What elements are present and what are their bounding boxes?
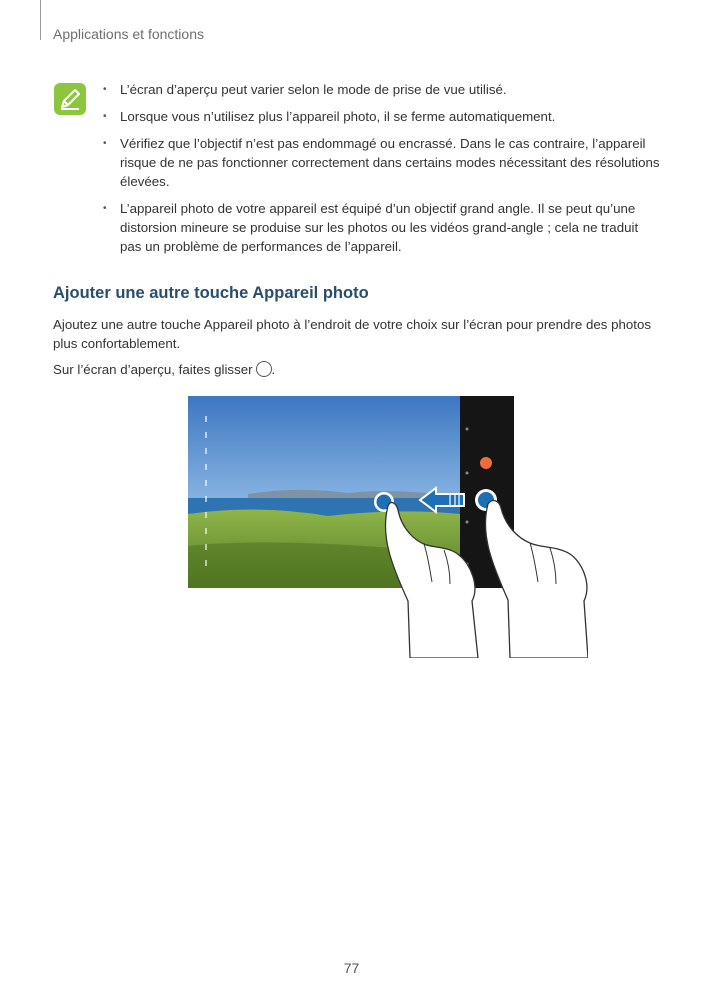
note-bullet-4: • L’appareil photo de votre appareil est équipé d’un objectif grand angle. Il se peut qu’une distorsion mineure se produise sur les photos ou les vidéos grand-angle ; cela ne traduit pas un problème de performances de l’appareil. (100, 199, 660, 256)
note-bullet-2: • Lorsque vous n’utilisez plus l’appareil photo, il se ferme automatiquement. (100, 107, 660, 126)
header-rule (40, 0, 41, 40)
page-header: Applications et fonctions (53, 26, 204, 42)
paragraph-2-suffix: . (271, 362, 276, 377)
note-bullet-3: • Vérifiez que l’objectif n’est pas endommagé ou encrassé. Dans le cas contraire, l’appareil risque de ne pas fonctionner correctement dans certains modes nécessitant des résolutions élevées. (100, 134, 660, 191)
note-bullet-list (100, 80, 660, 264)
page-number: 77 (343, 960, 360, 976)
section-paragraph-2 (53, 360, 653, 379)
note-bullet-1: • L’écran d’aperçu peut varier selon le mode de prise de vue utilisé. (100, 80, 660, 99)
note-icon (53, 82, 87, 116)
section-title: Ajouter une autre touche Appareil photo (53, 284, 369, 302)
paragraph-2-text: Sur l’écran d’aperçu, faites glisser (53, 362, 253, 377)
section-paragraph-1: Ajoutez une autre touche Appareil photo à l’endroit de votre choix sur l’écran pour prendre des photos plus confortablement. (53, 317, 652, 351)
drag-camera-button-illustration (188, 396, 588, 658)
camera-button-icon (256, 361, 272, 377)
